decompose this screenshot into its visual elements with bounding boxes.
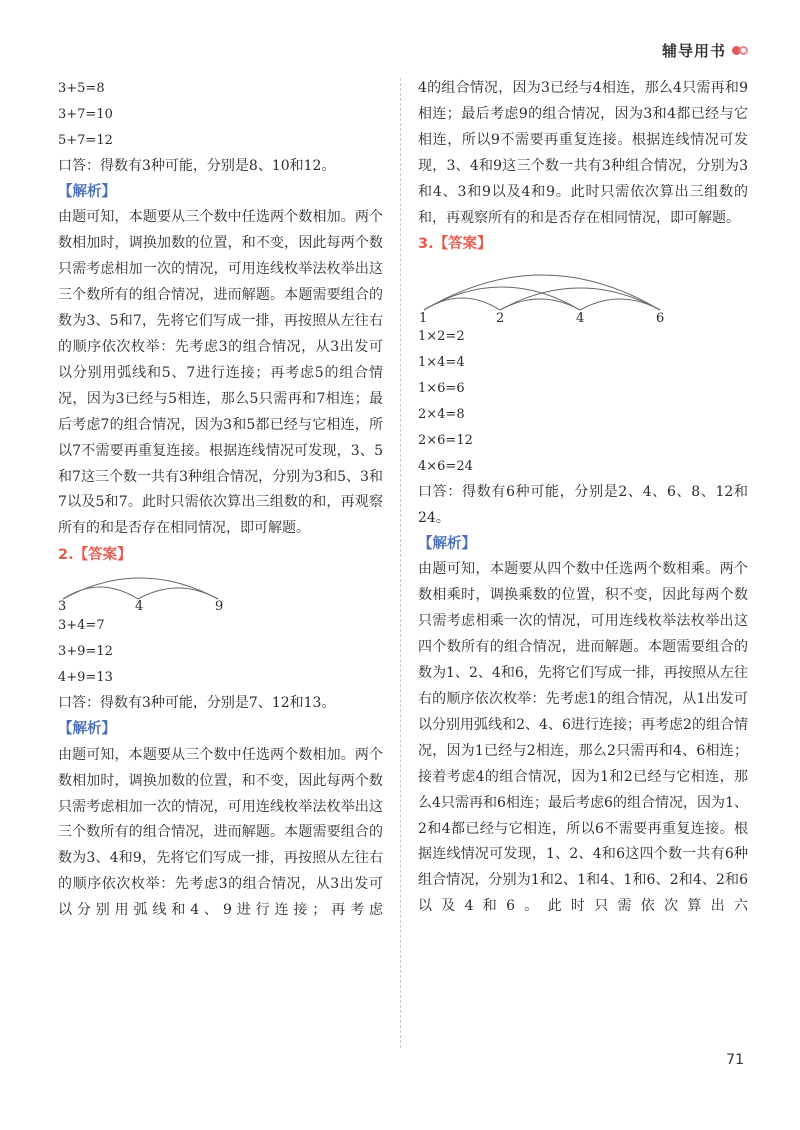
oral-answer: 口答：得数有6种可能，分别是2、4、6、8、12和24。 bbox=[418, 483, 748, 526]
arc-4-9 bbox=[138, 588, 218, 599]
diagram-number: 1 bbox=[419, 311, 428, 325]
analysis-text: 由题可知，本题要从三个数中任选两个数相加。两个数相加时，调换加数的位置，和不变，因此每两个数只需考虑相加一次的情况，可用连线枚举法枚举出这三个数所有的组合情况，进而解题。本题需要组合的数为3、5和7，先将它们写成一排，再按照从左往右的顺序依次枚举：先考虑3的组合情况，从3出发可以分别用弧线和5、7进行连接；再考虑5的组合情况，因为3已经与5相连，那么5只需再和7相连；最后考虑7的组合情况，因为3和5都已经与它相连，所以7不需要再重复连接。根据连线情况可发现，3、5和7这三个数一共有3种组合情况，分别为3和5、3和7以及5和7。此时只需依次算出三组数的和，再观察所有的和是否存在相同情况，即可解题。 bbox=[58, 209, 383, 537]
equation: 5+7=12 bbox=[58, 132, 113, 148]
oral-answer: 口答：得数有3种可能，分别是7、12和13。 bbox=[58, 694, 336, 711]
q2-arc-diagram bbox=[58, 569, 383, 613]
analysis-heading: 【解析】 bbox=[58, 720, 116, 737]
equation: 3+4=7 bbox=[58, 618, 105, 634]
diagram-number: 3 bbox=[58, 599, 67, 614]
header-dots-icon bbox=[732, 46, 748, 55]
arc-2-6 bbox=[500, 288, 660, 310]
diagram-number: 4 bbox=[135, 599, 144, 614]
diagram-number: 2 bbox=[496, 311, 505, 325]
equation: 3+5=8 bbox=[58, 81, 105, 96]
book-type-title: 辅导用书 bbox=[661, 42, 726, 60]
arc-3-9 bbox=[63, 578, 218, 599]
analysis-heading: 【解析】 bbox=[58, 183, 116, 200]
analysis-text: 由题可知，本题要从三个数中任选两个数相加。两个数相加时，调换加数的位置，和不变，因此每两个数只需考虑相加一次的情况，可用连线枚举法枚举出这三个数所有的组合情况，进而解题。本题需要组合的数为3、4和9，先将它们写成一排，再按照从左往右的顺序依次枚举：先考虑3的组合情况，从3出发可以分别用弧线和4、9进行连接；再考虑 bbox=[58, 746, 383, 919]
equation: 1×6=6 bbox=[418, 381, 465, 397]
analysis-text: 由题可知，本题要从四个数中任选两个数相乘。两个数相乘时，调换乘数的位置，积不变，因此每两个数只需考虑相乘一次的情况，可用连线枚举法枚举出这四个数所有的组合情况，进而解题。本题需要组合的数为1、2、4和6，先将它们写成一排，再按照从左往右的顺序依次枚举：先考虑1的组合情况，从1出发可以分别用弧线和2、4、6进行连接；再考虑2的组合情况，因为1已经与2相连，那么2只需再和4、6相连；接着考虑4的组合情况，因为1和2已经与它相连，那么4只需再和6相连；最后考虑6的组合情况，因为1、2和4都已经与它相连，所以6不需要再重复连接。根据连线情况可发现，1、2、4和6这四个数一共有6种组合情况，分别为1和2、1和4、1和6、2和4、2和6以及4和6。此时只需依次算出六 bbox=[418, 561, 748, 915]
diagram-number: 4 bbox=[576, 311, 585, 325]
arc-4-6 bbox=[580, 299, 660, 310]
question-3-answer-heading: 3.【答案】 bbox=[418, 236, 492, 253]
analysis-text-continued: 4的组合情况，因为3已经与4相连，那么4只需再和9相连；最后考虑9的组合情况，因为3和4都已经与它相连，所以9不需要再重复连接。根据连线情况可发现，3、4和9这三个数一共有3种组合情况，分别为3和4、3和9以及4和9。此时只需依次算出三组数的和，再观察所有的和是否存在相同情况，即可解题。 bbox=[418, 80, 748, 226]
diagram-number: 6 bbox=[656, 311, 665, 325]
equation: 1×4=4 bbox=[418, 355, 465, 371]
equation: 3+9=12 bbox=[58, 644, 113, 660]
analysis-heading: 【解析】 bbox=[418, 535, 476, 552]
arc-2-4 bbox=[500, 299, 580, 310]
equation: 2×4=8 bbox=[418, 407, 465, 423]
equation: 4+9=13 bbox=[58, 670, 113, 686]
equation: 1×2=2 bbox=[418, 329, 465, 345]
page-header bbox=[662, 40, 748, 61]
left-column bbox=[58, 76, 383, 924]
equation: 2×6=12 bbox=[418, 433, 473, 448]
page-number: 71 bbox=[726, 1052, 744, 1068]
question-2-answer-heading: 2.【答案】 bbox=[58, 547, 132, 564]
right-column bbox=[418, 76, 748, 920]
equation: 4×6=24 bbox=[418, 458, 473, 474]
q3-arc-diagram bbox=[418, 258, 748, 324]
arc-1-4 bbox=[424, 287, 580, 310]
equation: 3+7=10 bbox=[58, 106, 113, 122]
column-divider bbox=[400, 78, 401, 1048]
diagram-number: 9 bbox=[215, 599, 224, 614]
oral-answer: 口答：得数有3种可能，分别是8、10和12。 bbox=[58, 157, 336, 174]
